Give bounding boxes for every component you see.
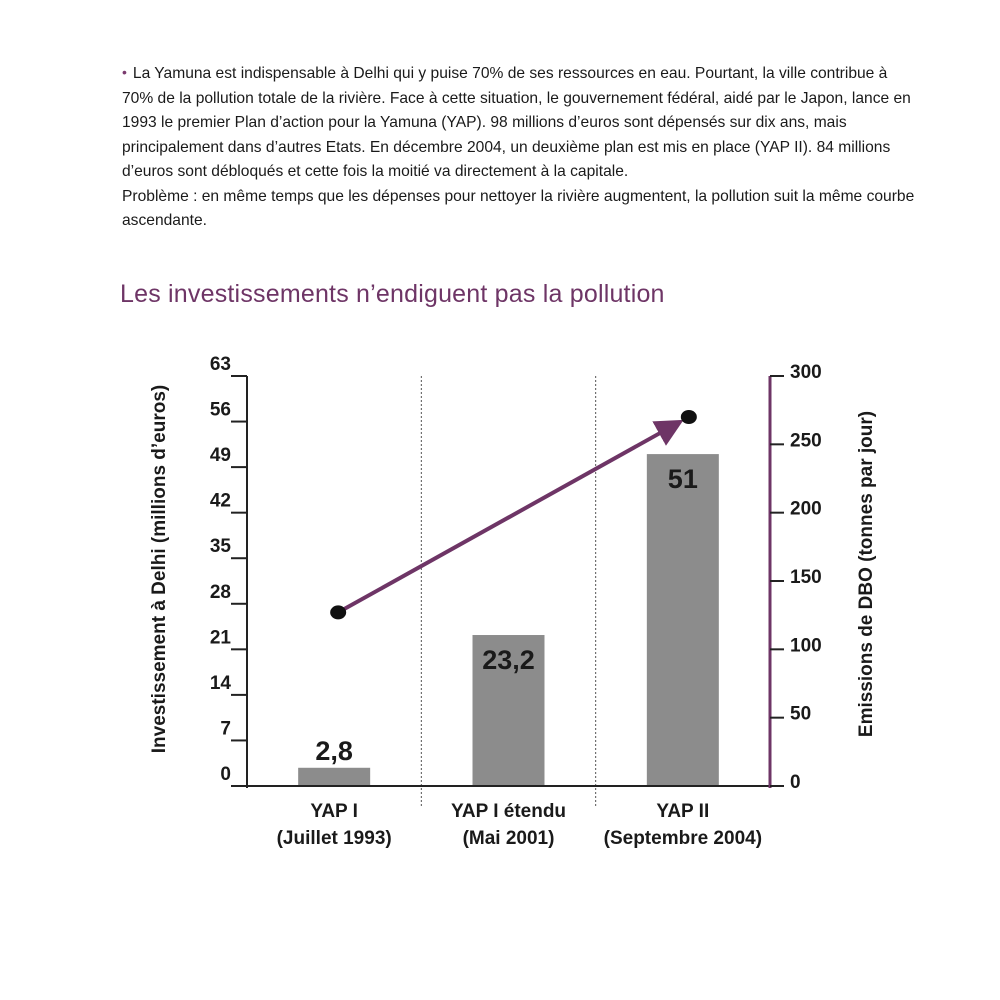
bar-value-label: 23,2 [482, 645, 535, 676]
pollution-point-1 [330, 605, 346, 619]
bar-value-label: 2,8 [315, 735, 353, 766]
pollution-point-2 [681, 410, 697, 424]
bar-value-label: 51 [667, 464, 698, 495]
x-category-sublabel: (Juillet 1993) [276, 828, 392, 849]
y-tick-label: 28 [209, 581, 231, 603]
bar-1 [298, 768, 370, 786]
y-tick-label: 42 [209, 490, 231, 512]
y2-tick-label: 50 [790, 703, 812, 725]
x-category-sublabel: (Mai 2001) [462, 828, 555, 849]
chart [0, 340, 1000, 860]
y-tick-label: 63 [209, 354, 231, 375]
intro-paragraph-1-text: La Yamuna est indispensable à Delhi qui y puise 70% de ses ressources en eau. Pourtant, la ville contribue à 70% de la pollution totale de la rivière. Face à cette situation, le gouvernement fédéral, aidé par le Japon, lance en 1993 le premier Plan d’action pour la Yamuna (YAP). 98 millions d’euros sont dépensés sur dix ans, mais principalement dans d’autres Etats. En décembre 2004, un deuxième plan est mis en place (YAP II). 84 millions d’euros sont débloqués et cette fois la moitié va directement à la capitale. [122, 65, 911, 180]
y-tick-label: 49 [209, 445, 231, 467]
intro-paragraph-2: Problème : en même temps que les dépenses pour nettoyer la rivière augmentent, la pollution suit la même courbe ascendante. [122, 187, 915, 229]
y2-tick-label: 100 [790, 635, 822, 657]
y-tick-label: 35 [209, 536, 231, 558]
x-category-label: YAP I [310, 801, 358, 822]
bullet-icon: • [122, 64, 127, 80]
bar-3 [647, 454, 719, 786]
x-category-sublabel: (Septembre 2004) [603, 828, 763, 849]
intro-text [122, 60, 922, 234]
y-tick-label: 56 [209, 399, 231, 421]
x-category-label: YAP I étendu [450, 801, 567, 822]
pollution-trend-arrow [338, 424, 676, 613]
y-tick-label: 14 [209, 672, 231, 694]
y-tick-label: 0 [220, 764, 231, 785]
x-category-label: YAP II [656, 801, 710, 822]
chart-title: Les investissements n’endiguent pas la pollution [120, 280, 665, 308]
y2-axis-title: Emissions de DBO (tonnes par jour) [856, 410, 877, 738]
y2-tick-label: 250 [790, 430, 822, 452]
y2-tick-label: 300 [790, 362, 822, 383]
y2-tick-label: 150 [790, 567, 822, 588]
y-axis-title: Investissement à Delhi (millions d’euros) [149, 384, 170, 754]
y-tick-label: 7 [220, 718, 231, 740]
y-tick-label: 21 [209, 627, 231, 649]
intro-paragraph-1 [122, 60, 922, 185]
y2-tick-label: 200 [790, 498, 822, 520]
y2-tick-label: 0 [790, 772, 801, 793]
